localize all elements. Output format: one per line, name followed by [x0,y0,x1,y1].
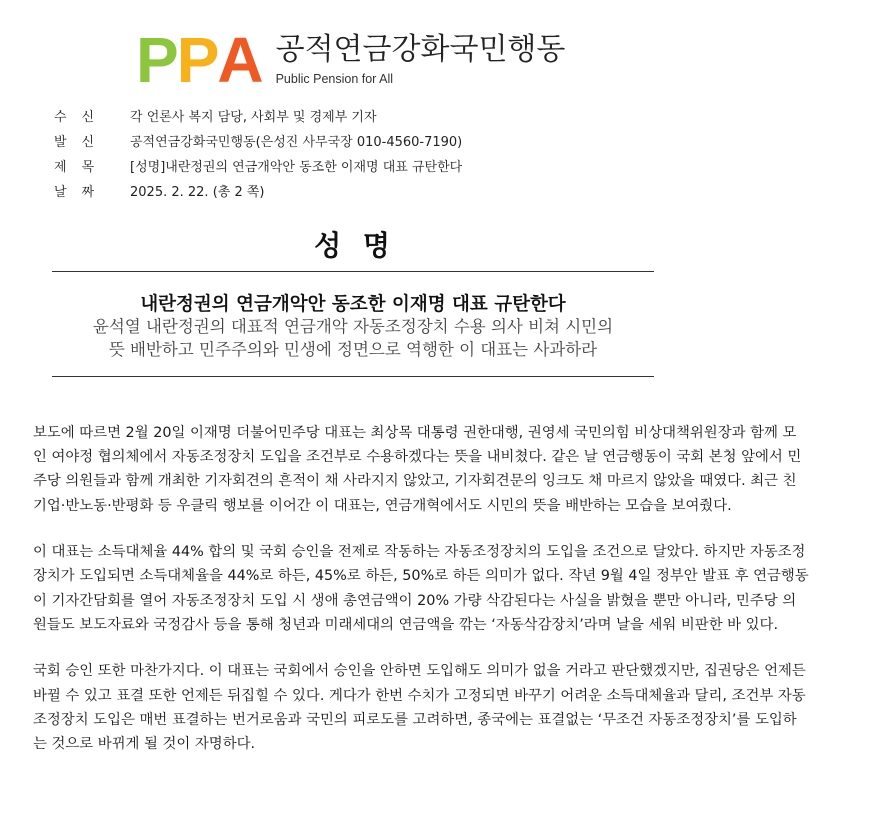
meta-row-date [54,178,462,203]
statement-body [33,421,863,779]
meta-label: 발신 [54,135,110,150]
document-title: 성 명 [314,229,396,262]
meta-label: 날짜 [54,185,110,200]
body-paragraph [33,540,863,637]
body-line: 바뀔 수 있고 표결 또한 언제든 뒤집힐 수 있다. 게다가 한번 수치가 고정되면 바꾸기 어려운 소득대체율과 달리, 조건부 자동 [33,687,806,704]
meta-value: [성명]내란정권의 연금개악안 동조한 이재명 대표 규탄한다 [130,160,463,175]
logo-letter-a: A [217,24,262,96]
letterhead [136,24,566,96]
body-line: 기업·반노동·반평화 등 우클릭 행보를 이어간 이 대표는, 연금개혁에서도 시민의 뜻을 배반하는 모습을 보여줬다. [33,497,732,514]
body-line: 인 여야정 협의체에서 자동조정장치 도입을 조건부로 수용하겠다는 뜻을 내비쳤다. 같은 날 연금행동이 국회 본청 앞에서 민 [33,449,802,466]
body-line: 원들도 보도자료와 국정감사 등을 통해 청년과 미래세대의 연금액을 깎는 ‘자동삭감장치’라며 날을 세워 비판한 바 있다. [33,616,779,633]
logo-letter-p2: P [176,24,218,96]
meta-label: 수신 [54,110,110,125]
body-line: 이 기자간담회를 열어 자동조정장치 도입 시 생애 총연금액이 20% 가량 삭감된다는 사실을 밝혔을 뿐만 아니라, 민주당 의 [33,592,797,609]
memo-metadata [54,103,462,203]
meta-value: 각 언론사 복지 담당, 사회부 및 경제부 기자 [130,110,377,125]
meta-row-recipient [54,103,462,128]
body-line: 보도에 따르면 2월 20일 이재명 더불어민주당 대표는 최상목 대통령 권한대행, 권영세 국민의힘 비상대책위원장과 함께 모 [33,425,797,441]
meta-label: 제목 [54,160,110,175]
statement-subhead-line: 뜻 배반하고 민주주의와 민생에 정면으로 역행한 이 대표는 사과하라 [108,340,598,359]
ppa-logo [136,24,262,96]
org-name-block [276,32,566,86]
body-line: 조정장치 도입은 매번 표결하는 번거로움과 국민의 피로도를 고려하면, 종국에는 표결없는 ‘무조건 자동조정장치’를 도입하 [33,711,797,728]
meta-value: 공적연금강화국민행동(은성진 사무국장 010-4560-7190) [130,135,463,150]
body-line: 이 대표는 소득대체율 44% 합의 및 국회 승인을 전제로 작동하는 자동조정장치의 도입을 조건으로 달았다. 하지만 자동조정 [33,544,806,561]
body-line: 주당 의원들과 함께 개최한 기자회견의 흔적이 채 사라지지 않았고, 기자회견문의 잉크도 채 마르지 않았을 때였다. 최근 친 [33,473,797,490]
body-line: 국회 승인 또한 마찬가지다. 이 대표는 국회에서 승인을 안하면 도입해도 의미가 없을 거라고 판단했겠지만, 집권당은 언제든 [33,663,806,680]
body-paragraph [33,659,863,756]
statement-subhead-line: 윤석열 내란정권의 대표적 연금개악 자동조정장치 수용 의사 비쳐 시민의 [92,317,614,336]
meta-row-subject [54,153,462,178]
body-line: 는 것으로 바뀌게 될 것이 자명하다. [33,736,256,753]
meta-value: 2025. 2. 22. (총 2 쪽) [130,185,265,200]
meta-row-sender [54,128,462,153]
org-name-korean: 공적연금강화국민행동 [275,32,566,67]
org-name-english: Public Pension for All [275,72,394,86]
logo-letter-p1: P [136,24,177,96]
statement-headline: 내란정권의 연금개악안 동조한 이재명 대표 규탄한다 [140,294,566,315]
body-line: 장치가 도입되면 소득대체율을 44%로 하든, 45%로 하든, 50%로 하든 의미가 없다. 작년 9월 4일 정부안 발표 후 연금행동 [33,568,809,585]
body-paragraph [33,421,863,518]
divider-top [52,271,654,272]
divider-bottom [52,376,654,377]
